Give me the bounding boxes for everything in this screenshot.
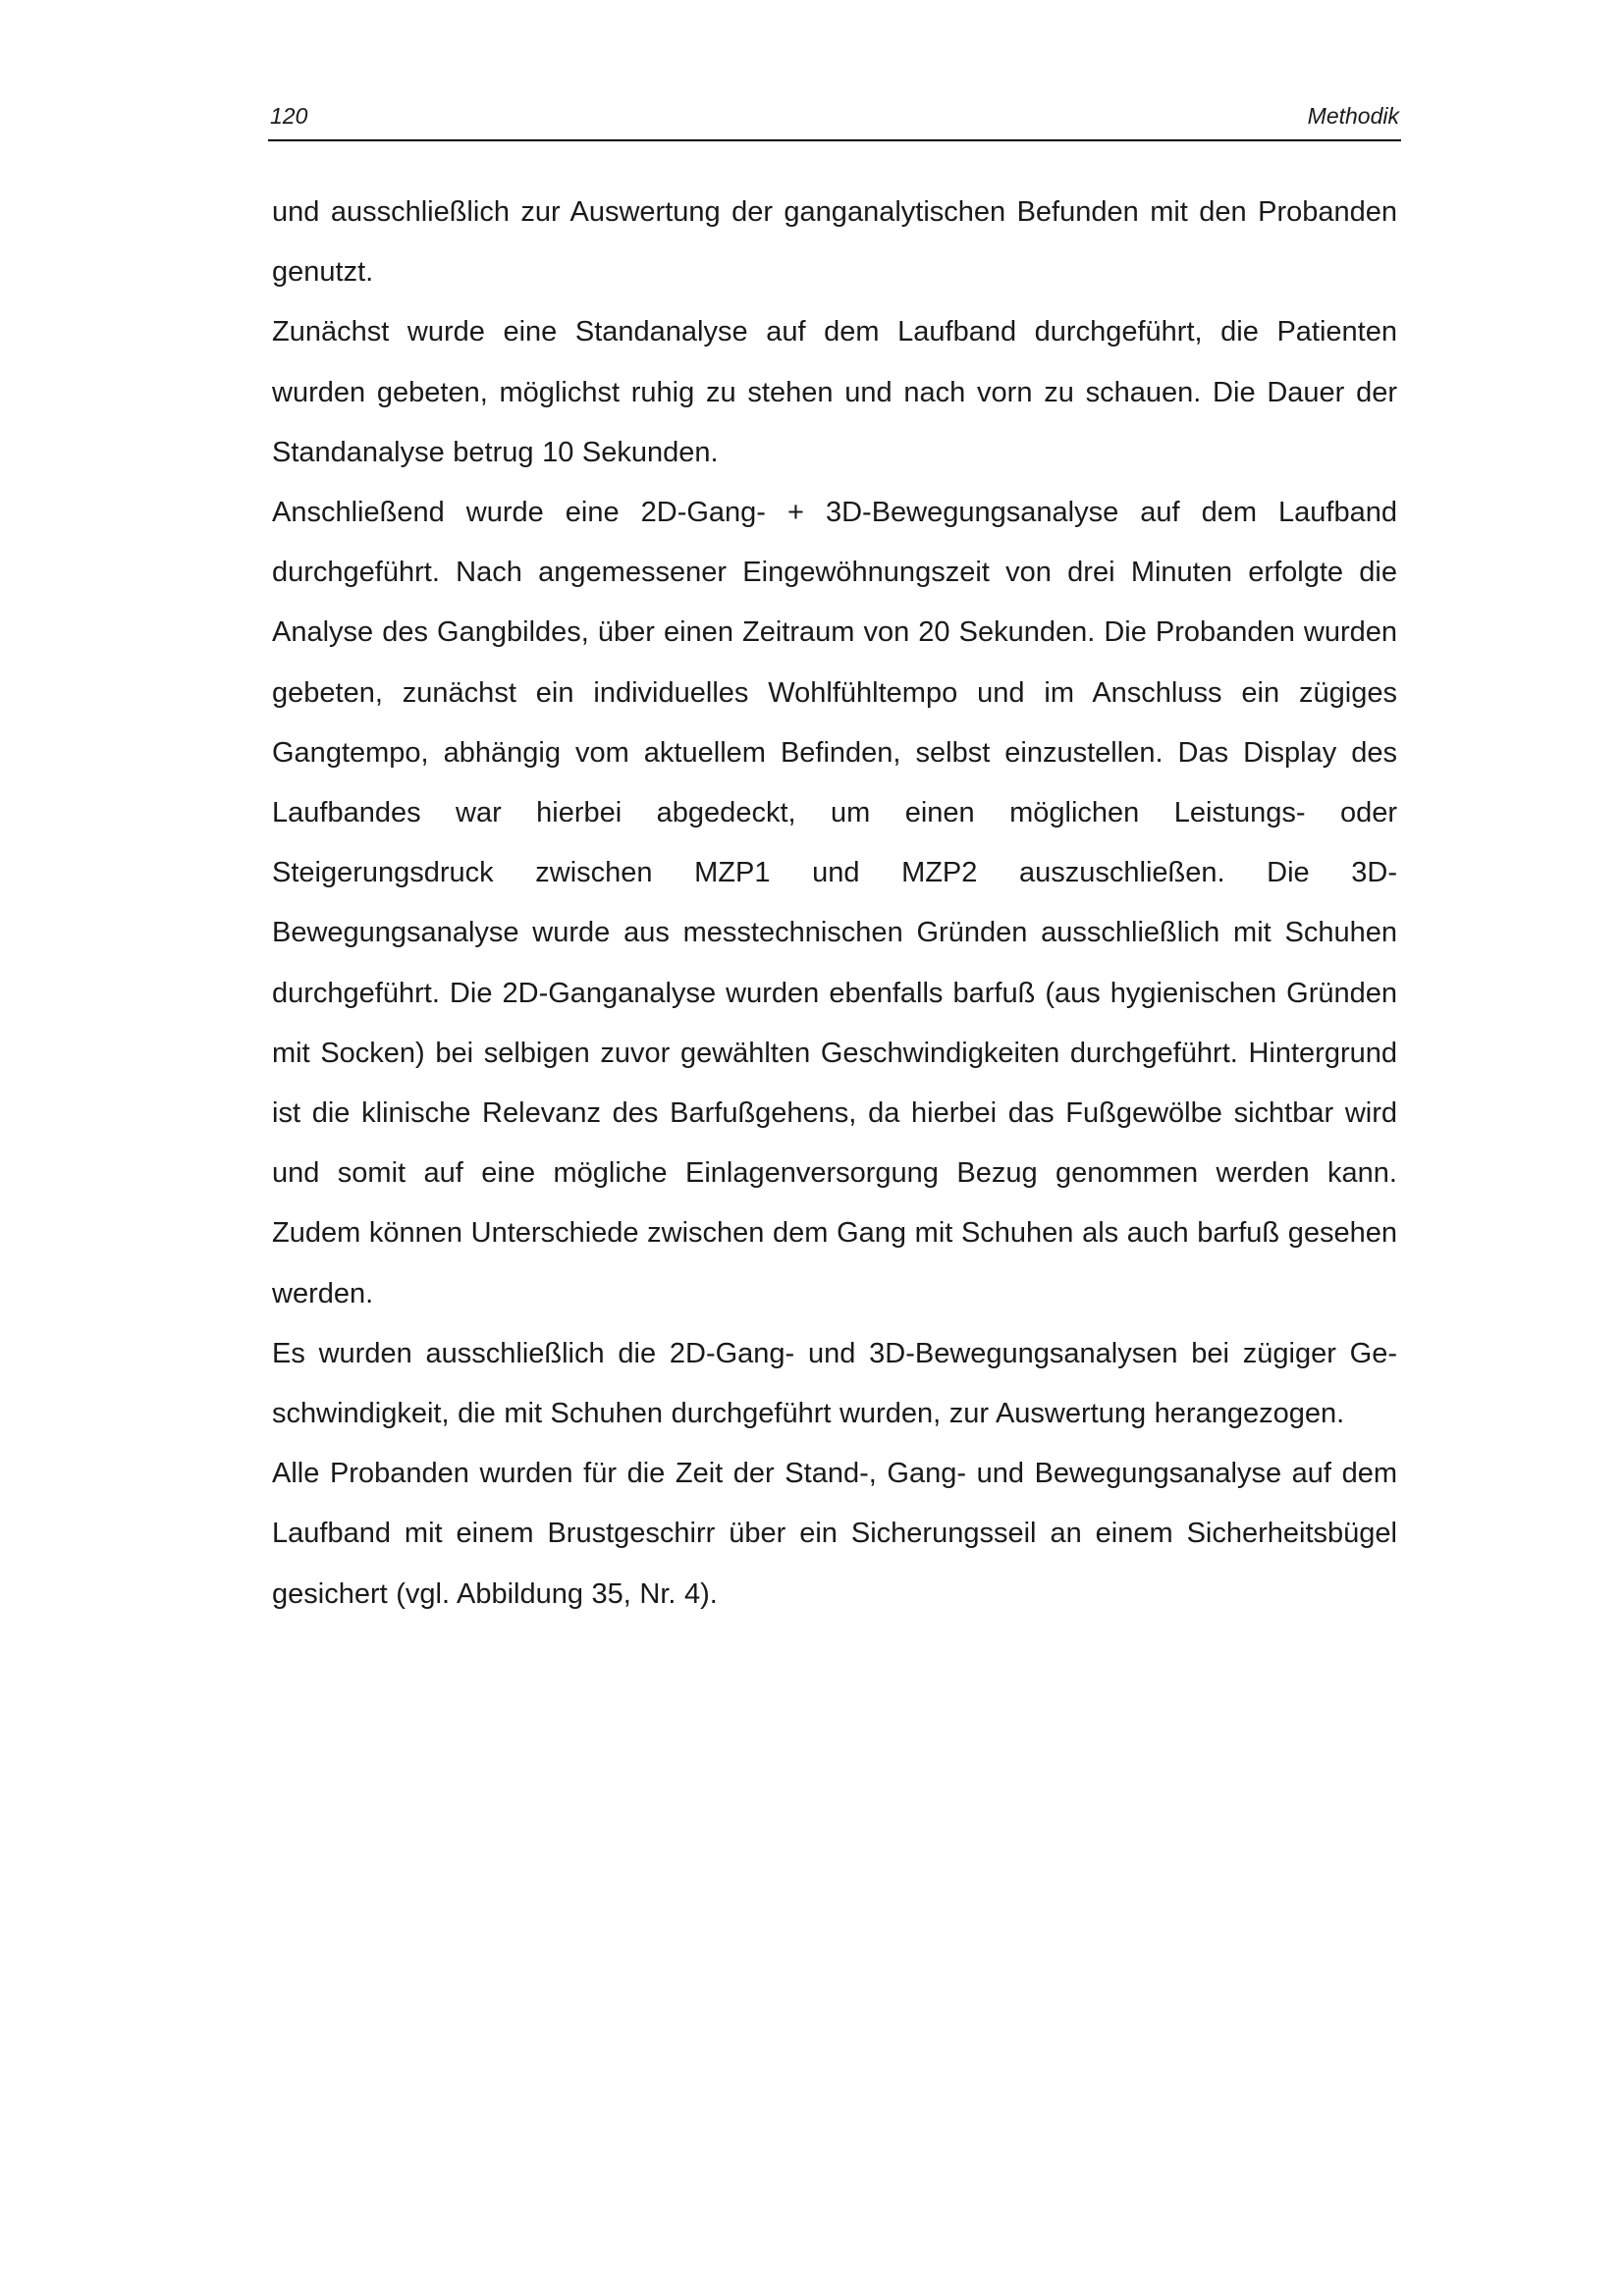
page-header [268,94,1401,141]
page-number: 120 [270,103,308,129]
running-head-section: Methodik [1307,103,1399,129]
paragraph: Es wurden ausschließlich die 2D-Gang- und 3D-Bewegungsanalysen bei zügiger Geschwindigkeit, die mit Schuhen durchgeführt wurden, zur Auswertung herangezogen. [272,1337,1397,1430]
body-text [272,183,1397,1625]
paragraph: Zunächst wurde eine Standanalyse auf dem Laufband durchgeführt, die Patienten wurden gebeten, möglichst ruhig zu stehen und nach vorn zu schauen. Die Dauer der Standanalyse betrug 10 Sekunden. [272,316,1397,468]
paragraph: Anschließend wurde eine 2D-Gang- + 3D-Bewegungsanalyse auf dem Laufband durchgeführt. Nach angemessener Eingewöhnungszeit von drei Minuten erfolgte die Analyse des Gangbildes, über einen Zeitraum von 20 Sekunden. Die Probanden wurden gebeten, zunächst ein individuelles Wohlfühltempo und im Anschluss ein zügiges Gangtempo, abhängig vom aktuellem Befinden, selbst einzustellen. Das Display des Laufbandes war hierbei abgedeckt, um einen möglichen Leistungs- oder Steigerungsdruck zwischen MZP1 und MZP2 auszuschließen. Die 3D-Bewegungsanalyse wurde aus messtechnischen Gründen ausschließlich mit Schuhen durchgeführt. Die 2D-Ganganalyse wurden ebenfalls barfuß (aus hygienischen Gründen mit Socken) bei selbigen zuvor gewählten Geschwindigkeiten durchgeführt. Hintergrund ist die klinische Relevanz des Barfußgehens, da hierbei das Fußgewölbe sichtbar wird und somit auf eine mögliche Einlagenversorgung Bezug genommen werden kann. Zudem können Unterschiede zwischen dem Gang mit Schuhen als auch barfuß gesehen werden. [272,497,1397,1309]
paragraph: Alle Probanden wurden für die Zeit der Stand-, Gang- und Bewegungsanalyse auf dem Laufband mit einem Brustgeschirr über ein Sicherungsseil an einem Sicherheitsbügel gesichert (vgl. Abbildung 35, Nr. 4). [272,1458,1397,1610]
paragraph: und ausschließlich zur Auswertung der ganganalytischen Befunden mit den Probanden genutzt. [272,196,1397,289]
